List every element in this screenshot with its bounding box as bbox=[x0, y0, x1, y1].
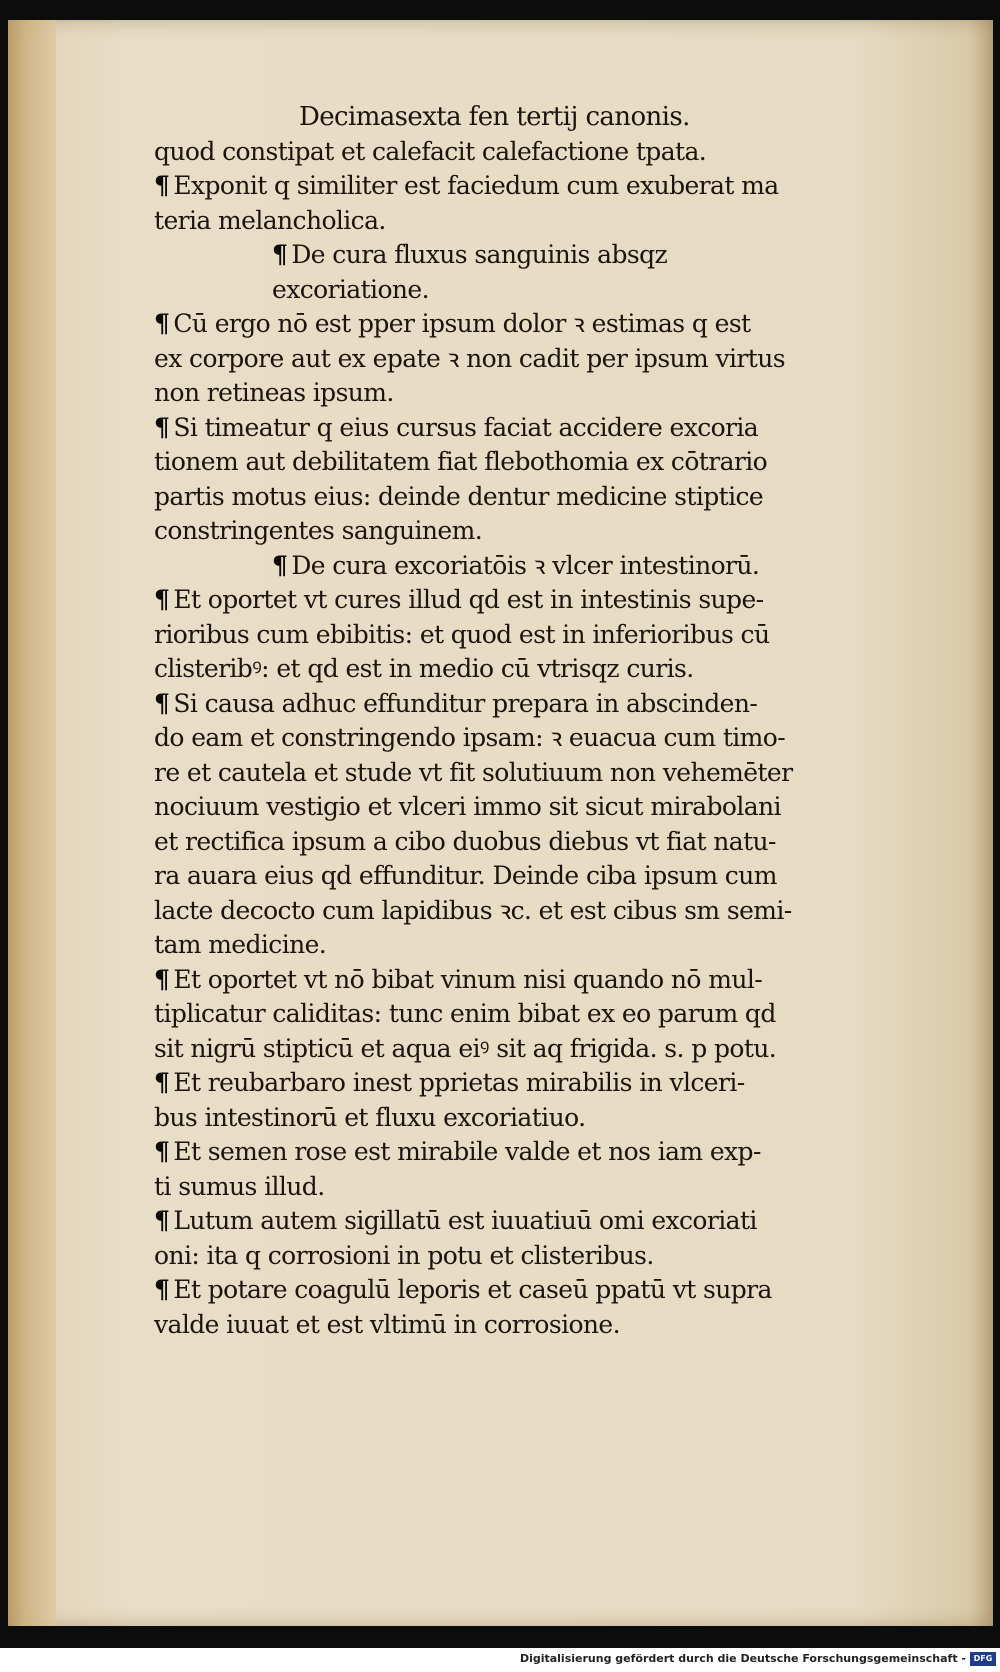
page-gutter bbox=[8, 20, 56, 1626]
line-text: re et cautela et stude vt fit solutiuum non vehemēter bbox=[154, 757, 793, 787]
line-text: ex corpore aut ex epate ꝛ non cadit per ipsum virtus bbox=[154, 343, 785, 373]
text-line bbox=[154, 1308, 914, 1343]
text-line bbox=[154, 859, 914, 894]
line-text: excoriatione. bbox=[272, 274, 429, 304]
paragraph-mark-icon: ¶ bbox=[154, 1275, 170, 1304]
text-line bbox=[154, 1066, 914, 1101]
text-line bbox=[154, 756, 914, 791]
text-line bbox=[154, 1204, 914, 1239]
line-text: ra auara eius qd effunditur. Deinde ciba ipsum cum bbox=[154, 861, 777, 890]
text-line bbox=[154, 721, 914, 756]
line-text: valde iuuat et est vltimū in corrosione. bbox=[154, 1309, 620, 1339]
text-line bbox=[154, 342, 914, 377]
text-line bbox=[154, 618, 914, 653]
paragraph-mark-icon: ¶ bbox=[272, 240, 288, 269]
line-text: tam medicine. bbox=[154, 930, 327, 959]
line-text: teria melancholica. bbox=[154, 205, 386, 235]
line-text: Et oportet vt nō bibat vinum nisi quando nō mul- bbox=[173, 964, 763, 994]
page-text bbox=[154, 100, 914, 1342]
paragraph-mark-icon: ¶ bbox=[154, 964, 170, 994]
text-line bbox=[154, 238, 914, 273]
text-line bbox=[154, 687, 914, 722]
line-text: Et reubarbaro inest pprietas mirabilis in vlceri- bbox=[173, 1068, 745, 1097]
text-line bbox=[154, 273, 914, 308]
line-text: oni: ita q corrosioni in potu et clisteribus. bbox=[154, 1240, 654, 1270]
paragraph-mark-icon: ¶ bbox=[272, 550, 288, 580]
running-header: Decimasexta fen tertij canonis. bbox=[299, 102, 690, 132]
text-line bbox=[154, 790, 914, 825]
text-line bbox=[154, 376, 914, 411]
line-text: rioribus cum ebibitis: et quod est in inferioribus cū bbox=[154, 619, 770, 649]
line-text: ti sumus illud. bbox=[154, 1171, 325, 1201]
text-line bbox=[154, 1032, 914, 1067]
paragraph-mark-icon: ¶ bbox=[154, 171, 170, 200]
text-line bbox=[154, 1239, 914, 1274]
line-text: constringentes sanguinem. bbox=[154, 516, 483, 545]
line-text: partis motus eius: deinde dentur medicine stiptice bbox=[154, 481, 764, 511]
text-line bbox=[154, 997, 914, 1032]
text-line bbox=[154, 307, 914, 342]
text-line bbox=[154, 480, 914, 515]
line-text: clisteribꝰ: et qd est in medio cū vtrisqz curis. bbox=[154, 654, 694, 683]
funding-credit: Digitalisierung gefördert durch die Deutsche Forschungsgemeinschaft - bbox=[519, 1652, 966, 1665]
text-line bbox=[154, 1273, 914, 1308]
line-text: sit nigrū stipticū et aqua eiꝰ sit aq frigida. s. p potu. bbox=[154, 1033, 777, 1063]
text-line bbox=[154, 652, 914, 687]
text-line bbox=[154, 963, 914, 998]
line-text: Et potare coagulū leporis et caseū ppatū vt supra bbox=[173, 1275, 772, 1304]
text-line bbox=[154, 411, 914, 446]
text-line bbox=[154, 894, 914, 929]
footer-bar bbox=[0, 1648, 1000, 1672]
text-line bbox=[154, 1135, 914, 1170]
line-text: Exponit q similiter est faciedum cum exuberat ma bbox=[173, 171, 779, 200]
text-line bbox=[154, 445, 914, 480]
line-text: lacte decocto cum lapidibus ꝛc. et est cibus sm semi- bbox=[154, 895, 792, 925]
line-text: bus intestinorū et fluxu excoriatiuo. bbox=[154, 1102, 586, 1132]
line-text: et rectifica ipsum a cibo duobus diebus vt fiat natu- bbox=[154, 826, 776, 856]
line-text: De cura excoriatōis ꝛ vlcer intestinorū. bbox=[291, 550, 760, 580]
text-line bbox=[154, 549, 914, 584]
text-line bbox=[154, 928, 914, 963]
line-text: Si causa adhuc effunditur prepara in abscinden- bbox=[173, 688, 758, 718]
paragraph-mark-icon: ¶ bbox=[154, 1068, 170, 1097]
paragraph-mark-icon: ¶ bbox=[154, 688, 170, 718]
line-text: tiplicatur caliditas: tunc enim bibat ex eo parum qd bbox=[154, 999, 776, 1028]
line-text: De cura fluxus sanguinis absqz bbox=[291, 240, 668, 269]
line-text: non retineas ipsum. bbox=[154, 378, 394, 407]
line-text: tionem aut debilitatem fiat flebothomia ex cōtrario bbox=[154, 447, 768, 476]
line-text: Cū ergo nō est pper ipsum dolor ꝛ estimas q est bbox=[173, 309, 751, 338]
line-text: nociuum vestigio et vlceri immo sit sicut mirabolani bbox=[154, 792, 781, 821]
line-text: Et oportet vt cures illud qd est in intestinis supe- bbox=[173, 585, 764, 614]
paragraph-mark-icon: ¶ bbox=[154, 309, 170, 338]
text-line bbox=[154, 825, 914, 860]
paragraph-mark-icon: ¶ bbox=[154, 1137, 170, 1166]
line-text: Lutum autem sigillatū est iuuatiuū omi excoriati bbox=[173, 1206, 757, 1235]
line-text: Si timeatur q eius cursus faciat accidere excoria bbox=[173, 412, 759, 442]
line-text: Et semen rose est mirabile valde et nos iam exp- bbox=[173, 1137, 761, 1166]
paragraph-mark-icon: ¶ bbox=[154, 1206, 170, 1235]
paragraph-mark-icon: ¶ bbox=[154, 412, 170, 442]
text-line bbox=[154, 204, 914, 239]
dfg-logo: DFG bbox=[970, 1652, 996, 1666]
line-text: do eam et constringendo ipsam: ꝛ euacua cum timo- bbox=[154, 723, 786, 752]
text-line bbox=[154, 169, 914, 204]
paragraph-mark-icon: ¶ bbox=[154, 585, 170, 614]
text-line bbox=[154, 1101, 914, 1136]
line-text: quod constipat et calefacit calefactione tpata. bbox=[154, 136, 707, 166]
text-line bbox=[154, 514, 914, 549]
text-line bbox=[154, 135, 914, 170]
text-line bbox=[154, 1170, 914, 1205]
text-line bbox=[154, 583, 914, 618]
